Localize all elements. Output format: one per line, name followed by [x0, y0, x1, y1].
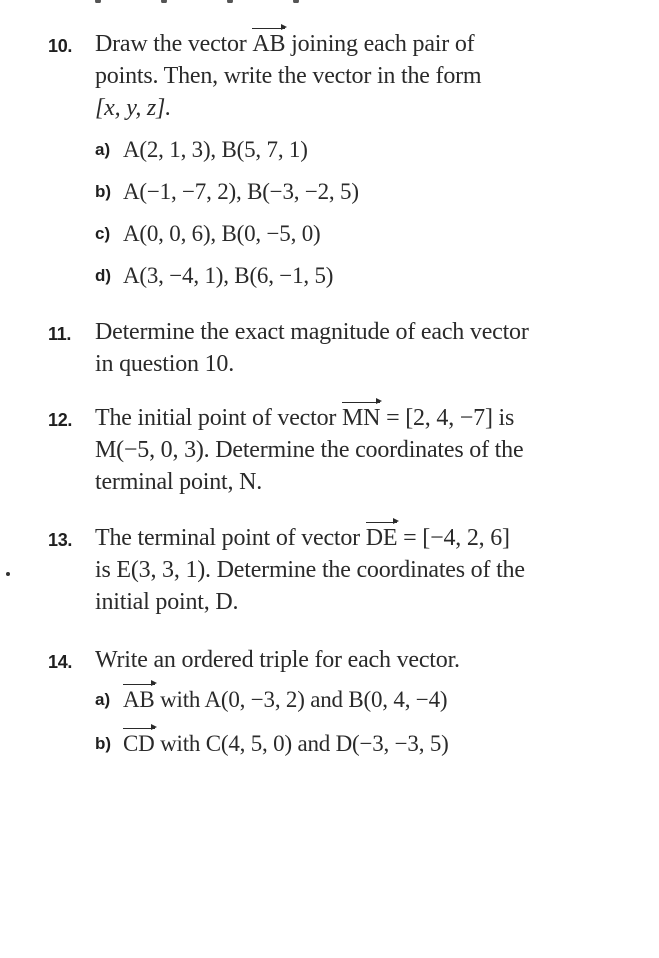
- sub-question-b: [95, 179, 359, 211]
- sub-question-a: [95, 684, 447, 716]
- question-line: Determine the exact magnitude of each vector: [95, 319, 529, 345]
- question-line: in question 10.: [95, 351, 234, 377]
- question-number: 10.: [48, 36, 73, 56]
- margin-mark: [6, 572, 10, 576]
- cropped-previous-text: [95, 0, 415, 3]
- question-line: The terminal point of vector DE = [−4, 2, 6]: [95, 522, 605, 554]
- sub-question-c: [95, 221, 320, 253]
- sub-text: CD with C(4, 5, 0) and D(−3, −3, 5): [123, 731, 449, 756]
- sub-label: a): [95, 690, 111, 709]
- question-number: 14.: [48, 652, 73, 672]
- question-line: initial point, D.: [95, 589, 239, 615]
- sub-text: A(2, 1, 3), B(5, 7, 1): [123, 137, 308, 162]
- question-line: Draw the vector AB joining each pair of: [95, 28, 605, 60]
- question-line: M(−5, 0, 3). Determine the coordinates of the: [95, 437, 524, 463]
- sub-question-b: [95, 728, 449, 760]
- question-number: 12.: [48, 410, 73, 430]
- vector-notation: MN: [342, 402, 380, 430]
- question-text: [95, 402, 605, 498]
- sub-label: a): [95, 140, 111, 159]
- question-text: [95, 644, 605, 676]
- sub-label: b): [95, 734, 112, 753]
- sub-label: b): [95, 182, 112, 201]
- question-line: is E(3, 3, 1). Determine the coordinates of the: [95, 557, 525, 583]
- sub-text: A(3, −4, 1), B(6, −1, 5): [123, 263, 334, 288]
- sub-label: d): [95, 266, 112, 285]
- question-line: terminal point, N.: [95, 469, 263, 495]
- question-text: [95, 28, 605, 124]
- vector-notation: CD: [123, 728, 155, 755]
- sub-text: A(−1, −7, 2), B(−3, −2, 5): [123, 179, 359, 204]
- vector-notation: AB: [123, 684, 155, 711]
- question-text: [95, 316, 605, 380]
- question-line: The initial point of vector MN = [2, 4, −7] is: [95, 402, 605, 434]
- question-line: Write an ordered triple for each vector.: [95, 647, 460, 673]
- sub-question-d: [95, 263, 333, 295]
- question-line: [x, y, z].: [95, 95, 172, 121]
- question-number: 13.: [48, 530, 73, 550]
- vector-notation: AB: [252, 28, 285, 56]
- sub-text: AB with A(0, −3, 2) and B(0, 4, −4): [123, 687, 447, 712]
- question-line: points. Then, write the vector in the form: [95, 63, 482, 89]
- sub-question-a: [95, 137, 308, 169]
- sub-label: c): [95, 224, 111, 243]
- question-text: [95, 522, 605, 618]
- sub-text: A(0, 0, 6), B(0, −5, 0): [123, 221, 321, 246]
- vector-notation: DE: [366, 522, 398, 550]
- question-number: 11.: [48, 324, 72, 344]
